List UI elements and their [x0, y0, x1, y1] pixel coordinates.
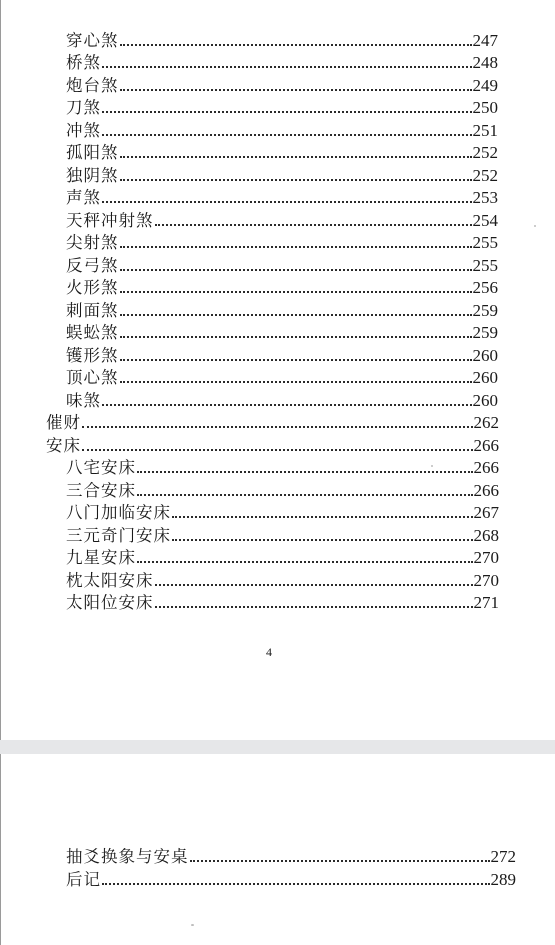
- dot-leader: [120, 146, 472, 158]
- dot-leader: [102, 124, 472, 136]
- toc-entry-title: 独阴煞: [66, 166, 119, 185]
- toc-entry-page-number: 252: [472, 166, 498, 185]
- toc-entry-title: 安床: [46, 436, 81, 455]
- toc-entry-title: 刺面煞: [66, 301, 119, 320]
- toc-entry-title: 枕太阳安床: [66, 571, 154, 590]
- toc-entry-page-number: 255: [472, 256, 498, 275]
- toc-entry-title: 三元奇门安床: [66, 526, 171, 545]
- toc-entry: [66, 457, 499, 479]
- dot-leader: [120, 281, 472, 293]
- toc-entry-page-number: 266: [473, 481, 499, 500]
- dot-leader: [120, 259, 472, 271]
- toc-entry: [66, 165, 498, 187]
- scan-speck: [534, 225, 536, 227]
- dot-leader: [102, 394, 472, 406]
- toc-entry-title: 太阳位安床: [66, 593, 154, 612]
- toc-entry-title: 桥煞: [66, 53, 101, 72]
- toc-entry-page-number: 267: [473, 503, 499, 522]
- toc-entry-page-number: 271: [473, 593, 499, 612]
- dot-leader: [155, 574, 473, 586]
- toc-entry-page-number: 262: [473, 413, 499, 432]
- toc-entry-page-number: 266: [473, 458, 499, 477]
- dot-leader: [137, 551, 473, 563]
- dot-leader: [172, 529, 473, 541]
- toc-entry-title: 火形煞: [66, 278, 119, 297]
- dot-leader: [102, 873, 490, 885]
- dot-leader: [137, 484, 473, 496]
- toc-entry-title: 后记: [66, 870, 101, 889]
- toc-entry: [66, 52, 498, 74]
- toc-entry-title: 穿心煞: [66, 31, 119, 50]
- dot-leader: [120, 371, 472, 383]
- toc-entry: [66, 255, 498, 277]
- toc-entry-title: 抽爻换象与安桌: [66, 847, 189, 866]
- toc-entry-title: 九星安床: [66, 548, 136, 567]
- dot-leader: [82, 439, 473, 451]
- toc-entry: [66, 367, 498, 389]
- dot-leader: [102, 56, 472, 68]
- toc-entry-title: 八宅安床: [66, 458, 136, 477]
- toc-entry: [66, 210, 498, 232]
- toc-entry-title: 孤阳煞: [66, 143, 119, 162]
- toc-entry: [66, 547, 499, 569]
- dot-leader: [102, 101, 472, 113]
- toc-entry-page-number: 248: [472, 53, 498, 72]
- toc-entry-title: 刀煞: [66, 98, 101, 117]
- toc-entry-page-number: 259: [472, 323, 498, 342]
- toc-entry-page-number: 266: [473, 436, 499, 455]
- toc-entry-page-number: 270: [473, 548, 499, 567]
- dot-leader: [155, 214, 472, 226]
- toc-entry-page-number: 253: [472, 188, 498, 207]
- toc-entry-page-number: 272: [490, 847, 516, 866]
- toc-entry-page-number: 255: [472, 233, 498, 252]
- toc-entry-title: 蜈蚣煞: [66, 323, 119, 342]
- toc-entry: [66, 75, 498, 97]
- toc-entry: [66, 322, 498, 344]
- toc-entry: [66, 869, 516, 891]
- page-number: 4: [266, 645, 272, 659]
- toc-entry-page-number: 260: [472, 346, 498, 365]
- toc-entry: [66, 480, 499, 502]
- toc-entry-title: 声煞: [66, 188, 101, 207]
- dot-leader: [120, 79, 472, 91]
- toc-entry: [46, 435, 499, 457]
- toc-entry-page-number: 268: [473, 526, 499, 545]
- toc-entry: [66, 570, 499, 592]
- toc-entry: [66, 525, 499, 547]
- dot-leader: [120, 304, 472, 316]
- dot-leader: [120, 349, 472, 361]
- toc-entry: [66, 142, 498, 164]
- toc-entry-title: 三合安床: [66, 481, 136, 500]
- toc-entry: [66, 846, 516, 868]
- toc-entry-title: 炮台煞: [66, 76, 119, 95]
- toc-entry: [66, 390, 498, 412]
- toc-entry: [46, 412, 499, 434]
- dot-leader: [82, 416, 473, 428]
- toc-entry-title: 顶心煞: [66, 368, 119, 387]
- toc-entry-page-number: 251: [472, 121, 498, 140]
- document-page-5: [0, 754, 555, 945]
- dot-leader: [120, 169, 472, 181]
- dot-leader: [190, 850, 490, 862]
- toc-entry-page-number: 252: [472, 143, 498, 162]
- toc-entry: [66, 232, 498, 254]
- dot-leader: [102, 191, 472, 203]
- dot-leader: [120, 236, 472, 248]
- toc-entry-page-number: 249: [472, 76, 498, 95]
- toc-entry-page-number: 270: [473, 571, 499, 590]
- toc-entry: [66, 120, 498, 142]
- toc-entry: [66, 97, 498, 119]
- scan-speck: [191, 924, 194, 926]
- toc-entry-page-number: 250: [472, 98, 498, 117]
- toc-entry-title: 味煞: [66, 391, 101, 410]
- dot-leader: [120, 326, 472, 338]
- toc-entry-title: 镬形煞: [66, 346, 119, 365]
- toc-entry-title: 反弓煞: [66, 256, 119, 275]
- dot-leader: [172, 506, 473, 518]
- dot-leader: [155, 596, 473, 608]
- toc-entry-page-number: 289: [490, 870, 516, 889]
- toc-entry-page-number: 254: [472, 211, 498, 230]
- toc-entry: [66, 187, 498, 209]
- toc-entry: [66, 345, 498, 367]
- toc-entry: [66, 30, 498, 52]
- toc-entry-title: 冲煞: [66, 121, 101, 140]
- toc-entry-title: 天秤冲射煞: [66, 211, 154, 230]
- dot-leader: [137, 461, 473, 473]
- dot-leader: [120, 34, 472, 46]
- toc-entry-page-number: 247: [472, 31, 498, 50]
- scan-speck: [431, 465, 433, 467]
- toc-entry-page-number: 260: [472, 391, 498, 410]
- toc-entry-page-number: 256: [472, 278, 498, 297]
- toc-entry-title: 催财: [46, 413, 81, 432]
- toc-entry: [66, 592, 499, 614]
- toc-entry: [66, 277, 498, 299]
- toc-entry-page-number: 260: [472, 368, 498, 387]
- toc-entry-page-number: 259: [472, 301, 498, 320]
- toc-entry: [66, 502, 499, 524]
- toc-entry-title: 八门加临安床: [66, 503, 171, 522]
- toc-entry-title: 尖射煞: [66, 233, 119, 252]
- toc-entry: [66, 300, 498, 322]
